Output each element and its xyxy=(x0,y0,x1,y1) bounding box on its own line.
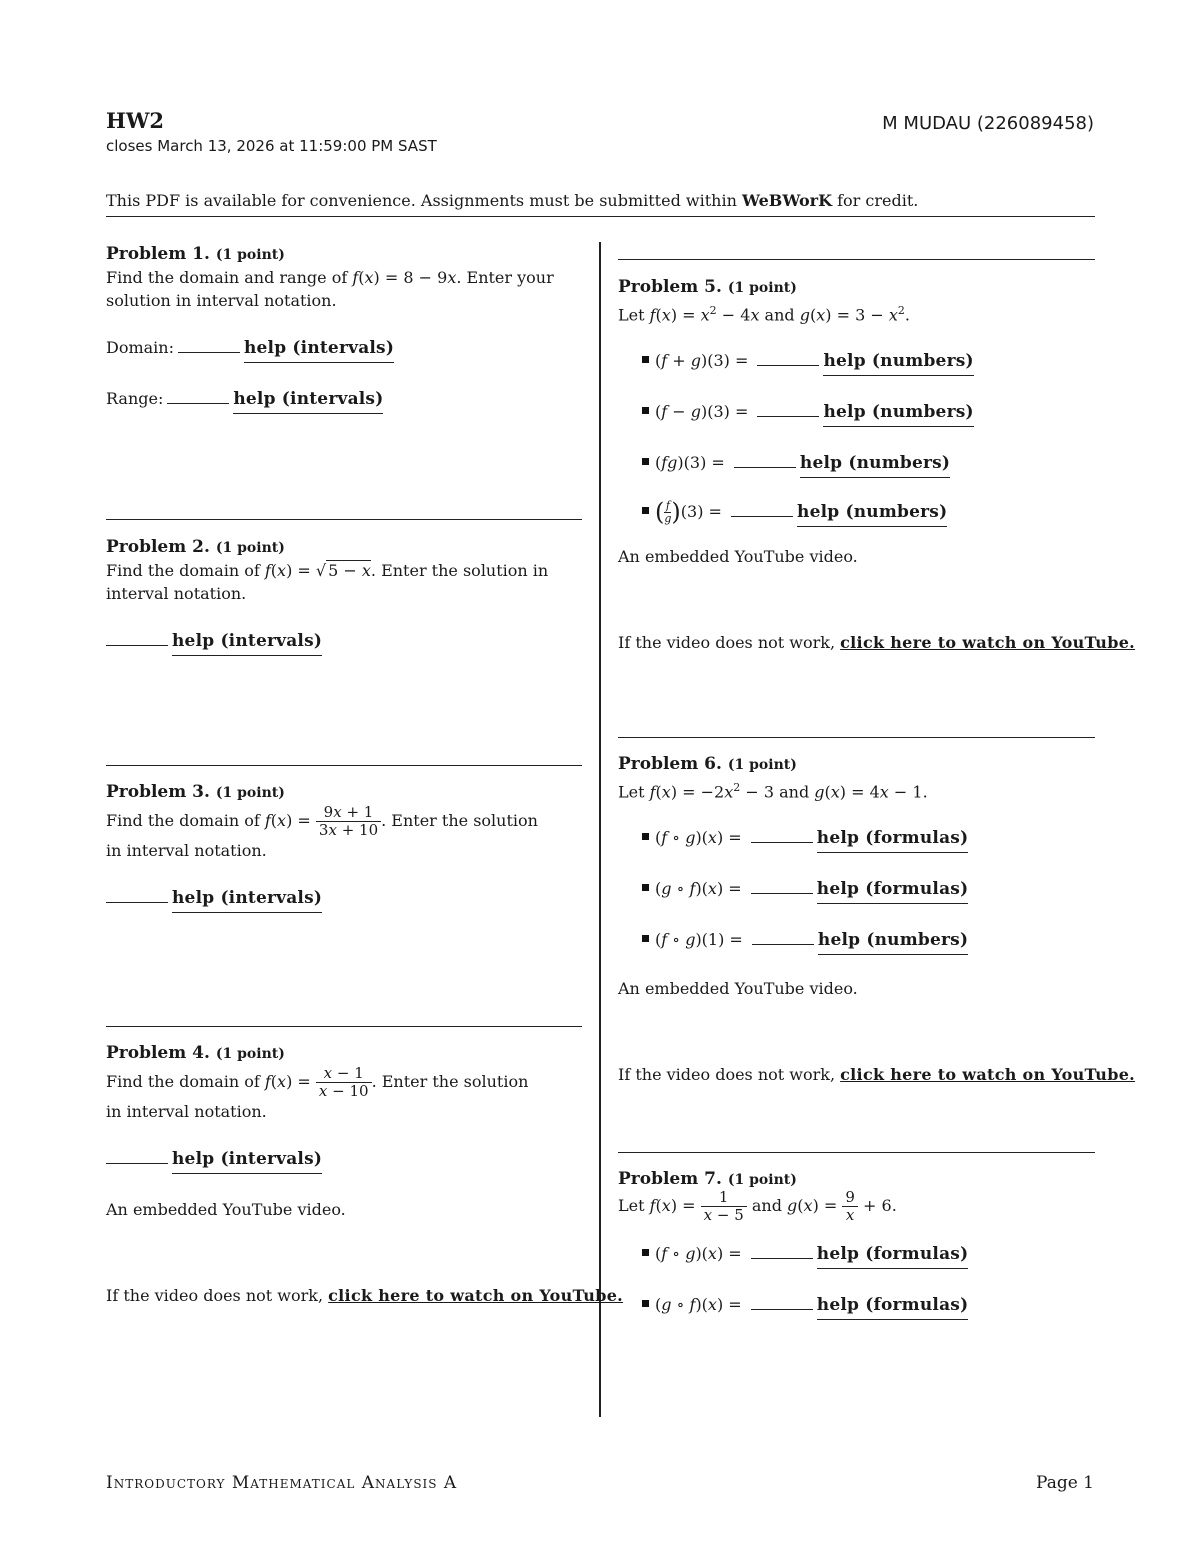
help-intervals-link[interactable]: help (intervals) xyxy=(172,1148,322,1174)
answer-row xyxy=(106,1147,584,1174)
problem-2-text: Find the domain of f(x) = √ 5 − x. Enter the solution in interval notation. xyxy=(106,561,549,603)
youtube-link[interactable]: click here to watch on YouTube. xyxy=(840,633,1136,653)
due-date: closes March 13, 2026 at 11:59:00 PM SAST xyxy=(106,137,437,155)
problem-7-text: Let f(x) = $\frac{1}{x - 5}$ and g(x) = $\frac{9}{x}$ + 6. xyxy=(618,1188,897,1224)
student-name: M MUDAU (226089458) xyxy=(882,113,1094,134)
gof-row: (g ∘ f)(x) = help (formulas) xyxy=(642,1293,1178,1320)
fog-row: (f ∘ g)(x) = help (formulas) xyxy=(642,1242,1178,1269)
youtube-link[interactable]: click here to watch on YouTube. xyxy=(840,1065,1136,1085)
answer-blank[interactable] xyxy=(757,400,819,417)
problem-4-text: Find the domain of f(x) = $\frac{x - 1}{x - 10}$ . Enter the solution xyxy=(106,1064,529,1100)
assignment-title: HW2 xyxy=(106,108,165,133)
domain-answer-blank[interactable] xyxy=(178,336,240,353)
problem-5-text: Let $f(x) = x^2 - 4x$ and $g(x) = 3 - x^2$. xyxy=(618,304,910,325)
help-intervals-link[interactable]: help (intervals) xyxy=(233,388,383,414)
help-formulas-link[interactable]: help (formulas) xyxy=(817,1243,969,1269)
course-name: Introductory Mathematical Analysis A xyxy=(106,1473,458,1493)
help-intervals-link[interactable]: help (intervals) xyxy=(172,887,322,913)
problem-3-text: Find the domain of f(x) = $\frac{9x + 1}{3x + 10}$ . Enter the solution xyxy=(106,803,538,839)
problem-divider xyxy=(618,737,1095,738)
range-row: Range: help (intervals) xyxy=(106,387,584,414)
answer-row xyxy=(106,886,584,913)
answer-blank[interactable] xyxy=(752,928,814,945)
video-placeholder: An embedded YouTube video. xyxy=(106,1200,346,1219)
problem-divider xyxy=(618,1152,1095,1153)
fog-1-row: (f ∘ g)(1) = help (numbers) xyxy=(642,928,1178,955)
answer-blank[interactable] xyxy=(751,826,813,843)
help-numbers-link[interactable]: help (numbers) xyxy=(797,501,947,527)
help-numbers-link[interactable]: help (numbers) xyxy=(823,401,973,427)
video-fallback: If the video does not work, click here to watch on YouTube. xyxy=(618,633,1136,653)
quotient-row: ( $\frac{f}{g}$ )(3) = help (numbers) xyxy=(642,500,1178,527)
problem-3: Problem 3. (1 point) Find the domain of f(x) = $\frac{9x + 1}{3x + 10}$ . Enter the solution in interval notation. help (intervals) xyxy=(106,782,584,913)
column-divider xyxy=(599,242,601,1417)
answer-blank[interactable] xyxy=(106,629,168,646)
answer-blank[interactable] xyxy=(751,1293,813,1310)
video-fallback: If the video does not work, click here to watch on YouTube. xyxy=(106,1286,624,1305)
difference-row: (f − g)(3) = help (numbers) xyxy=(642,400,1178,427)
help-intervals-link[interactable]: help (intervals) xyxy=(244,337,394,363)
help-numbers-link[interactable]: help (numbers) xyxy=(818,929,968,955)
problem-4: Problem 4. (1 point) Find the domain of f(x) = $\frac{x - 1}{x - 10}$ . Enter the solution in interval notation. help (intervals) An embedded YouTube video. If the video does not work, click here to watch on YouTube. xyxy=(106,1043,624,1305)
gof-row: (g ∘ f)(x) = help (formulas) xyxy=(642,877,1178,904)
problem-divider xyxy=(618,259,1095,260)
page-number: Page 1 xyxy=(1036,1473,1094,1493)
answer-row xyxy=(106,629,584,656)
video-fallback: If the video does not work, click here to watch on YouTube. xyxy=(618,1065,1136,1085)
help-numbers-link[interactable]: help (numbers) xyxy=(800,452,950,478)
video-placeholder: An embedded YouTube video. xyxy=(618,547,858,567)
youtube-link[interactable]: click here to watch on YouTube. xyxy=(328,1286,624,1305)
domain-row: Domain: help (intervals) xyxy=(106,336,584,363)
pdf-notice: This PDF is available for convenience. Assignments must be submitted within WeBWorK for credit. xyxy=(106,191,919,210)
video-placeholder: An embedded YouTube video. xyxy=(618,979,858,999)
answer-blank[interactable] xyxy=(751,877,813,894)
answer-blank[interactable] xyxy=(731,500,793,517)
problem-divider xyxy=(106,1026,582,1027)
problem-2: Problem 2. (1 point) Find the domain of f(x) = √ 5 − x. Enter the solution in interval notation. help (intervals) xyxy=(106,537,584,656)
problem-divider xyxy=(106,765,582,766)
answer-blank[interactable] xyxy=(757,349,819,366)
help-formulas-link[interactable]: help (formulas) xyxy=(817,1294,969,1320)
problem-divider xyxy=(106,519,582,520)
help-formulas-link[interactable]: help (formulas) xyxy=(817,827,969,853)
range-answer-blank[interactable] xyxy=(167,387,229,404)
problem-6-text: Let $f(x) = -2x^2 - 3$ and g(x) = 4x − 1. xyxy=(618,781,928,802)
fog-row: (f ∘ g)(x) = help (formulas) xyxy=(642,826,1178,853)
header-divider xyxy=(106,216,1095,217)
sum-row: (f + g)(3) = help (numbers) xyxy=(642,349,1178,376)
problem-5: Problem 5. (1 point) Let $f(x) = x^2 - 4x$ and $g(x) = 3 - x^2$. (f + g)(3) = help (numbers) (f − g)(3) = help (numbers) (fg)(3) = help (numbers) ( $\frac{f}{g}$ )(3) = help (numbers) An embedded YouTube video. If the video does not work, click here to watch on YouTube. xyxy=(618,277,1178,654)
problem-7: Problem 7. (1 point) Let f(x) = $\frac{1}{x - 5}$ and g(x) = $\frac{9}{x}$ + 6. (f ∘ g)(x) = help (formulas) (g ∘ f)(x) = help (formulas) xyxy=(618,1169,1178,1320)
answer-blank[interactable] xyxy=(751,1242,813,1259)
problem-1-text: Find the domain and range of f(x) = 8 − 9x. Enter your solution in interval notation. xyxy=(106,268,554,310)
problem-6: Problem 6. (1 point) Let $f(x) = -2x^2 - 3$ and g(x) = 4x − 1. (f ∘ g)(x) = help (formulas) (g ∘ f)(x) = help (formulas) (f ∘ g)(1) = help (numbers) An embedded YouTube video. If the video does not work, click here to watch on YouTube. xyxy=(618,754,1178,1086)
answer-blank[interactable] xyxy=(106,1147,168,1164)
help-numbers-link[interactable]: help (numbers) xyxy=(823,350,973,376)
product-row: (fg)(3) = help (numbers) xyxy=(642,451,1178,478)
answer-blank[interactable] xyxy=(734,451,796,468)
problem-1: Problem 1. (1 point) Find the domain and range of f(x) = 8 − 9x. Enter your solution in interval notation. Domain: help (intervals) Range: help (intervals) xyxy=(106,244,584,414)
help-intervals-link[interactable]: help (intervals) xyxy=(172,630,322,656)
answer-blank[interactable] xyxy=(106,886,168,903)
help-formulas-link[interactable]: help (formulas) xyxy=(817,878,969,904)
